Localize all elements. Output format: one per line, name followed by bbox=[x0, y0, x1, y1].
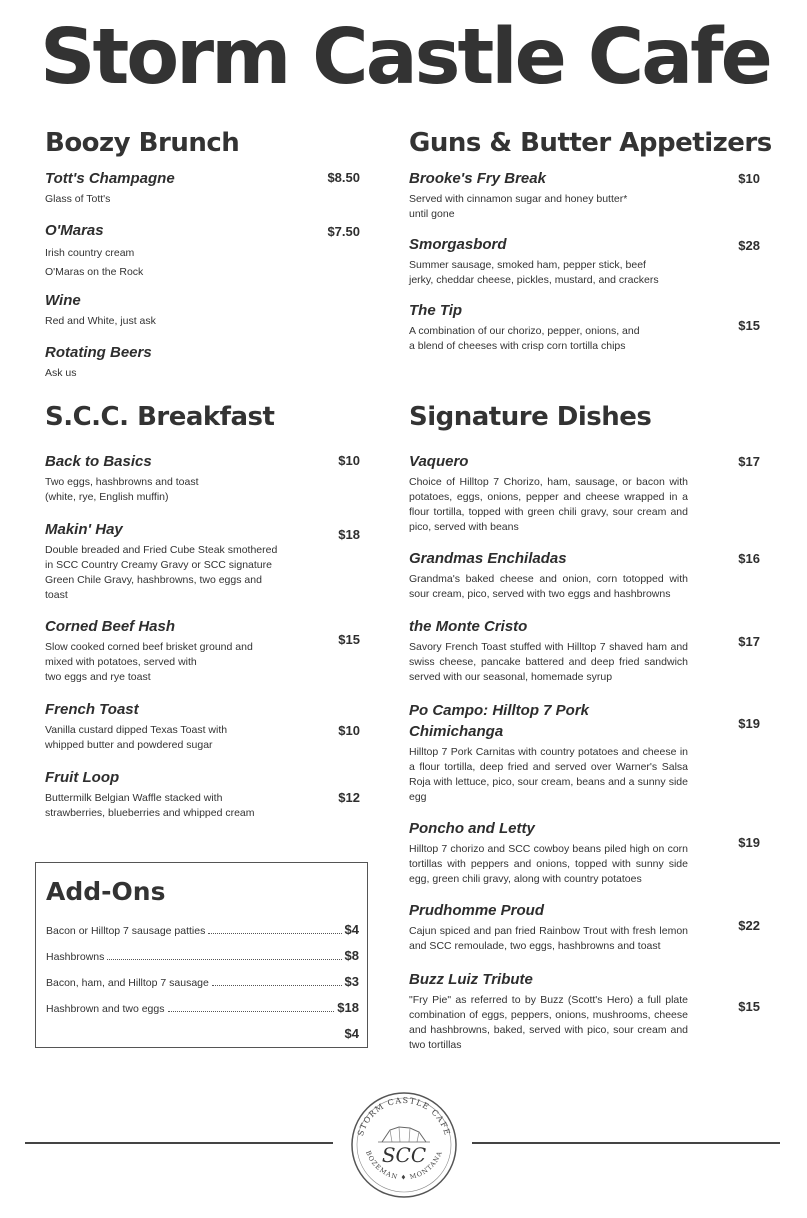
signature-heading: Signature Dishes bbox=[409, 402, 652, 432]
boozy-brunch-heading: Boozy Brunch bbox=[45, 128, 240, 158]
item-name: French Toast bbox=[45, 701, 139, 718]
item-desc: Choice of Hilltop 7 Chorizo, ham, sausage, or bacon with potatoes, eggs, onions, pepper and cheese wrapped in a flour tortilla, topped with green chili gravy, sour cream and pico, served with beans bbox=[409, 476, 688, 533]
menu-item bbox=[45, 452, 315, 505]
item-name: Wine bbox=[45, 292, 81, 309]
item-price: $10 bbox=[338, 453, 360, 468]
item-desc: two eggs and rye toast bbox=[45, 671, 151, 683]
item-desc: Irish country cream bbox=[45, 247, 135, 259]
item-desc: Ask us bbox=[45, 367, 77, 379]
item-price: $10 bbox=[738, 171, 760, 186]
item-name: Makin' Hay bbox=[45, 521, 123, 538]
item-name: Smorgasbord bbox=[409, 236, 507, 253]
scc-logo bbox=[344, 1090, 464, 1200]
item-price: $15 bbox=[738, 999, 760, 1014]
item-desc: A combination of our chorizo, pepper, onions, and bbox=[409, 325, 640, 337]
item-name: Rotating Beers bbox=[45, 344, 152, 361]
item-desc: (white, rye, English muffin) bbox=[45, 491, 169, 503]
menu-item bbox=[45, 700, 315, 753]
item-name: O'Maras bbox=[45, 222, 104, 239]
addon-row bbox=[46, 974, 359, 992]
item-desc: Vanilla custard dipped Texas Toast with bbox=[45, 724, 228, 736]
item-desc: toast bbox=[45, 589, 68, 601]
footer-divider-right bbox=[472, 1142, 780, 1144]
menu-item bbox=[409, 700, 688, 805]
addon-row bbox=[46, 948, 359, 966]
item-desc: in SCC Country Creamy Gravy or SCC signature bbox=[45, 559, 272, 571]
leader-dots bbox=[168, 1001, 335, 1012]
item-desc: Buttermilk Belgian Waffle stacked with bbox=[45, 792, 223, 804]
item-price: $8.50 bbox=[327, 170, 360, 185]
item-desc: jerky, cheddar cheese, pickles, mustard, and crackers bbox=[409, 274, 659, 286]
leader-dots bbox=[208, 923, 341, 934]
logo-bottom-text: BOZEMAN ♦ MONTANA bbox=[363, 1149, 445, 1182]
item-name: Vaquero bbox=[409, 453, 469, 470]
menu-item bbox=[45, 520, 315, 603]
menu-item bbox=[45, 291, 275, 329]
item-price: $28 bbox=[738, 238, 760, 253]
item-name: Fruit Loop bbox=[45, 769, 120, 786]
addon-name: Hashbrowns bbox=[46, 951, 105, 963]
item-price: $15 bbox=[338, 632, 360, 647]
menu-item bbox=[45, 617, 315, 685]
logo-initials: SCC bbox=[381, 1143, 427, 1167]
menu-item bbox=[45, 221, 275, 282]
item-name: Corned Beef Hash bbox=[45, 618, 176, 635]
item-desc: Two eggs, hashbrowns and toast bbox=[45, 476, 199, 488]
item-desc: Served with cinnamon sugar and honey butter* bbox=[409, 193, 628, 205]
item-desc: Hilltop 7 chorizo and SCC cowboy beans piled high on corn tortillas with peppers and onions, topped with sunny side egg, green chili gravy, along with country potatoes bbox=[409, 843, 688, 885]
addon-row bbox=[46, 1000, 359, 1018]
addon-price: $18 bbox=[337, 1000, 359, 1015]
menu-item bbox=[409, 301, 709, 354]
item-desc: Green Chile Gravy, hashbrowns, two eggs and bbox=[45, 574, 262, 586]
item-desc: Cajun spiced and pan fried Rainbow Trout with fresh lemon and SCC remoulade, two eggs, hashbrowns and toast bbox=[409, 925, 688, 952]
item-price: $17 bbox=[738, 634, 760, 649]
item-desc: Red and White, just ask bbox=[45, 315, 156, 327]
item-desc: Grandma's baked cheese and onion, corn totopped with sour cream, pico, served with two eggs and hashbrowns bbox=[409, 573, 688, 600]
leader-dots bbox=[212, 975, 342, 986]
addons-heading: Add-Ons bbox=[46, 877, 166, 906]
item-desc: a blend of cheeses with crisp corn tortilla chips bbox=[409, 340, 626, 352]
menu-item bbox=[409, 452, 688, 535]
appetizers-heading: Guns & Butter Appetizers bbox=[409, 128, 772, 158]
addon-price: $4 bbox=[344, 922, 359, 937]
item-name: Buzz Luiz Tribute bbox=[409, 971, 533, 988]
menu-item bbox=[45, 768, 315, 821]
addon-row bbox=[46, 1026, 359, 1044]
item-desc: Slow cooked corned beef brisket ground and bbox=[45, 641, 253, 653]
item-name: Prudhomme Proud bbox=[409, 902, 545, 919]
footer-divider-left bbox=[25, 1142, 333, 1144]
item-price: $17 bbox=[738, 454, 760, 469]
item-desc: Glass of Tott's bbox=[45, 193, 111, 205]
item-price: $10 bbox=[338, 723, 360, 738]
item-desc: Double breaded and Fried Cube Steak smothered bbox=[45, 544, 278, 556]
item-name: Tott's Champagne bbox=[45, 170, 175, 187]
addons-box bbox=[35, 862, 368, 1048]
item-name: the Monte Cristo bbox=[409, 618, 528, 635]
page-title: Storm Castle Cafe bbox=[40, 13, 770, 102]
addon-name: Bacon or Hilltop 7 sausage patties bbox=[46, 925, 206, 937]
item-desc: Hilltop 7 Pork Carnitas with country potatoes and cheese in a flour tortilla, deep fried and served over Warner's Salsa Roja with lettuce, pico, sour cream, beans and a sunny side egg bbox=[409, 746, 688, 803]
item-desc: Summer sausage, smoked ham, pepper stick, beef bbox=[409, 259, 646, 271]
menu-item bbox=[409, 617, 688, 685]
menu-item bbox=[45, 169, 275, 207]
item-price: $16 bbox=[738, 551, 760, 566]
item-desc: whipped butter and powdered sugar bbox=[45, 739, 213, 751]
item-name: Back to Basics bbox=[45, 453, 152, 470]
addon-price: $4 bbox=[344, 1026, 359, 1041]
item-name: Grandmas Enchiladas bbox=[409, 550, 567, 567]
item-price: $22 bbox=[738, 918, 760, 933]
item-name: Brooke's Fry Break bbox=[409, 170, 546, 187]
addon-name: Hashbrown and two eggs bbox=[46, 1003, 165, 1015]
menu-item bbox=[45, 343, 275, 381]
menu-item bbox=[409, 901, 688, 954]
addon-row bbox=[46, 922, 359, 940]
item-price: $7.50 bbox=[327, 224, 360, 239]
menu-item bbox=[409, 235, 709, 288]
menu-item bbox=[409, 549, 688, 602]
item-price: $12 bbox=[338, 790, 360, 805]
item-price: $15 bbox=[738, 318, 760, 333]
item-desc: Savory French Toast stuffed with Hilltop 7 shaved ham and swiss cheese, pancake battered and deep fried sandwich served with our seasonal, homemade syrup bbox=[409, 641, 688, 683]
item-desc: strawberries, blueberries and whipped cream bbox=[45, 807, 255, 819]
addon-name: Bacon, ham, and Hilltop 7 sausage bbox=[46, 977, 209, 989]
menu-item bbox=[409, 819, 688, 887]
addon-price: $8 bbox=[344, 948, 359, 963]
item-price: $19 bbox=[738, 716, 760, 731]
item-name: The Tip bbox=[409, 302, 463, 319]
breakfast-heading: S.C.C. Breakfast bbox=[45, 402, 275, 432]
item-desc: "Fry Pie" as referred to by Buzz (Scott's Hero) a full plate combination of eggs, peppers, onions, mushrooms, cheese and hashbrowns, baked, served with pico, sour cream and two tortillas bbox=[409, 994, 688, 1051]
item-desc: mixed with potatoes, served with bbox=[45, 656, 197, 668]
menu-item bbox=[409, 169, 709, 222]
item-desc: O'Maras on the Rock bbox=[45, 266, 144, 278]
item-price: $19 bbox=[738, 835, 760, 850]
item-price: $18 bbox=[338, 527, 360, 542]
leader-dots bbox=[107, 949, 341, 960]
menu-item bbox=[409, 970, 688, 1053]
addon-price: $3 bbox=[344, 974, 359, 989]
item-name: Poncho and Letty bbox=[409, 820, 535, 837]
item-name: Po Campo: Hilltop 7 Pork Chimichanga bbox=[409, 702, 590, 740]
item-desc: until gone bbox=[409, 208, 455, 220]
logo-top-text: STORM CASTLE CAFE bbox=[356, 1095, 452, 1137]
